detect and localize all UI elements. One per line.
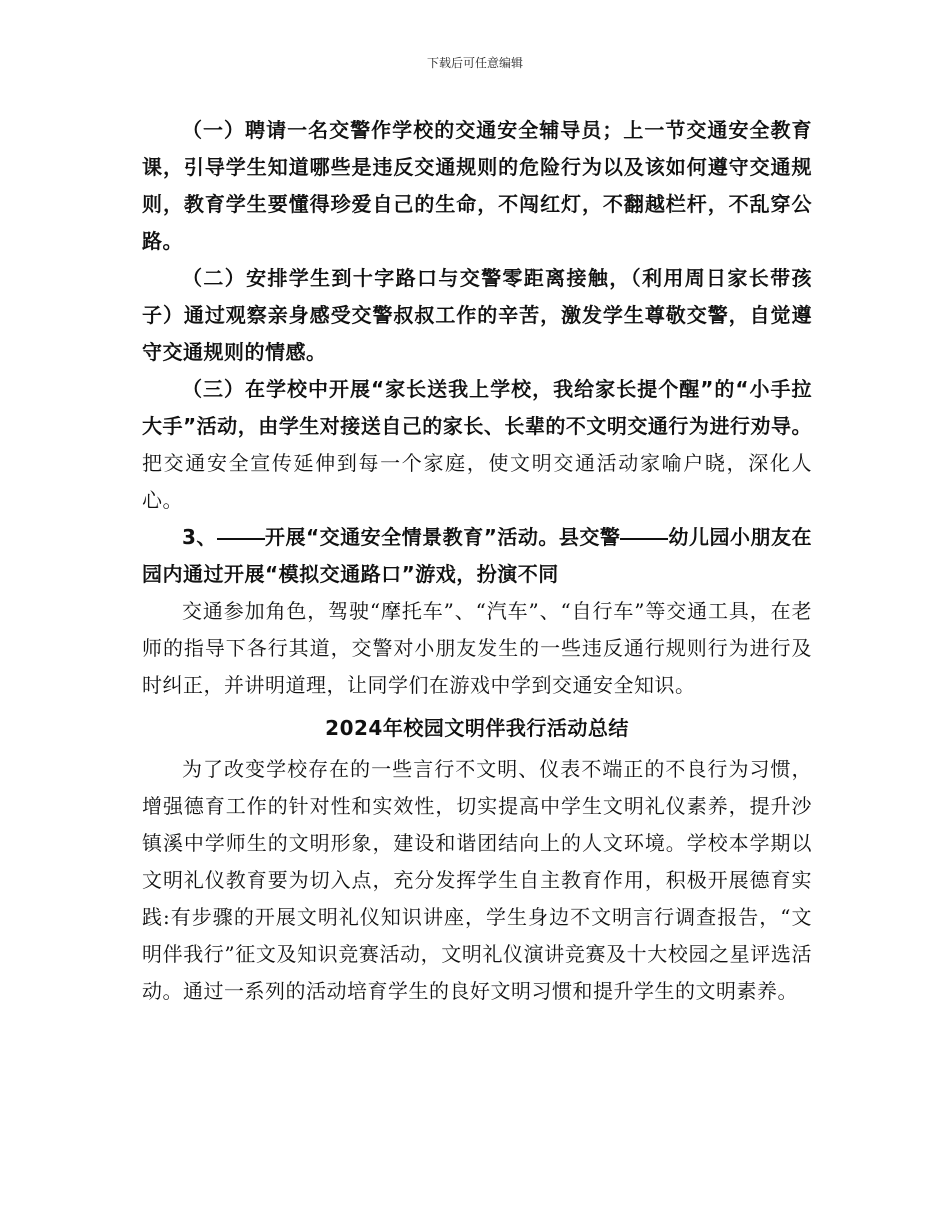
blank-underline-2 <box>620 538 668 540</box>
paragraph-5: 交通参加角色，驾驶“摩托车”、“汽车”、“自行车”等交通工具，在老师的指导下各行其道，交警对小朋友发生的一些违反通行规则行为进行及时纠正，并讲明道理，让同学们在游戏中学到交通安全知识。 <box>142 599 812 697</box>
paragraph-4-middle: 开展“交通安全情景教育”活动。县交警 <box>264 525 621 549</box>
section-title: 2024年校园文明伴我行活动总结 <box>325 716 629 740</box>
blank-underline-1 <box>217 538 265 540</box>
paragraph-4-suffix: 幼儿园小朋友在园内通过开展“模拟交通路口”游戏，扮演不同 <box>142 525 812 586</box>
paragraph-3-normal: 把交通安全宣传延伸到每一个家庭，使文明交通活动家喻户晓，深化人心。 <box>142 451 812 512</box>
paragraph-1: （一）聘请一名交警作学校的交通安全辅导员；上一节交通安全教育课，引导学生知道哪些是违反交通规则的危险行为以及该如何遵守交通规则，教育学生要懂得珍爱自己的生命，不闯红灯，不翻越栏杆，不乱穿公路。 <box>142 118 812 253</box>
document-content <box>142 112 812 1010</box>
paragraph-4-prefix: 3、 <box>182 525 217 549</box>
paragraph-6: 为了改变学校存在的一些言行不文明、仪表不端正的不良行为习惯，增强德育工作的针对性和实效性，切实提高中学生文明礼仪素养，提升沙镇溪中学师生的文明形象，建设和谐团结向上的人文环境。学校本学期以文明礼仪教育要为切入点，充分发挥学生自主教育作用，积极开展德育实践:有步骤的开展文明礼仪知识讲座，学生身边不文明言行调查报告，“文明伴我行”征文及知识竞赛活动，文明礼仪演讲竞赛及十大校园之星评选活动。通过一系列的活动培育学生的良好文明习惯和提升学生的文明素养。 <box>142 757 812 1003</box>
paragraph-4 <box>142 519 812 593</box>
paragraph-3-bold: （三）在学校中开展“家长送我上学校，我给家长提个醒”的“小手拉大手”活动，由学生对接送自己的家长、长辈的不文明交通行为进行劝导。 <box>142 377 812 438</box>
paragraph-3 <box>142 371 812 519</box>
paragraph-2: （二）安排学生到十字路口与交警零距离接触，（利用周日家长带孩子）通过观察亲身感受交警叔叔工作的辛苦，激发学生尊敬交警，自觉遵守交通规则的情感。 <box>142 266 812 364</box>
page-header: 下载后可任意编辑 <box>426 56 523 70</box>
